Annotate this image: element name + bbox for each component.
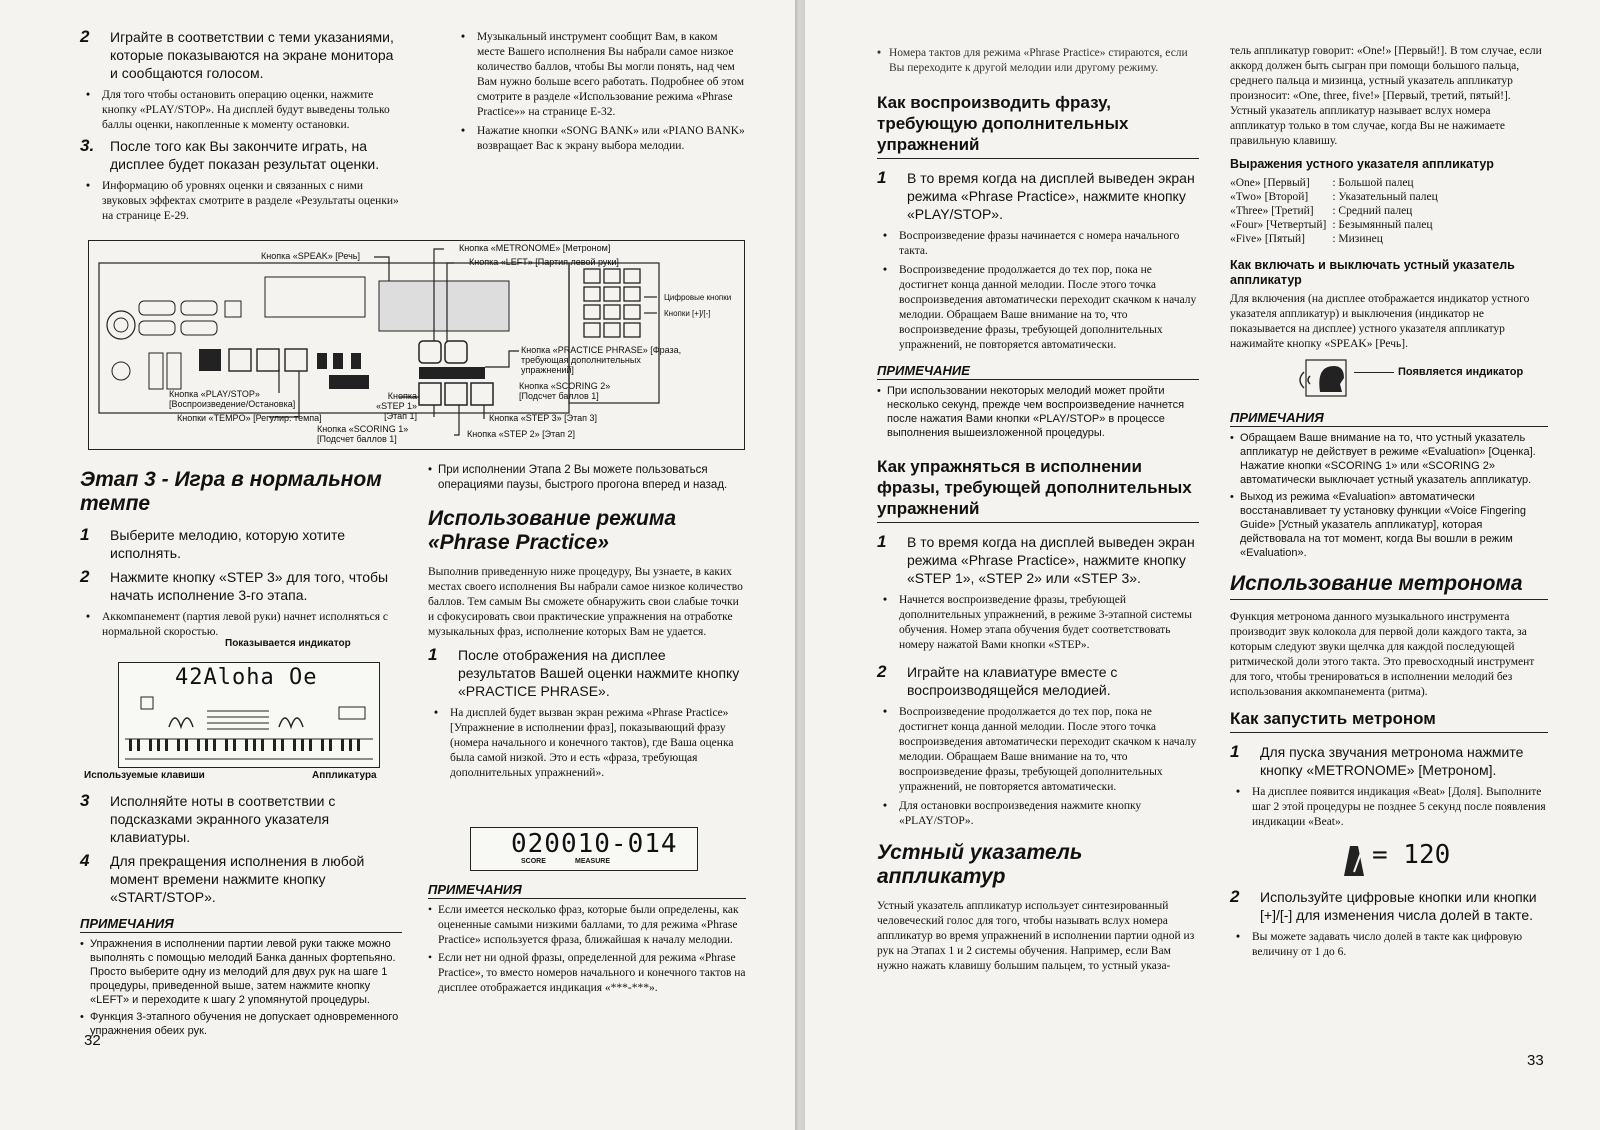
step-3-bullet: • Информацию об уровнях оценки и связанных с ними звуковых эффектах смотрите в разделе «Результаты оценки» на странице Е-29. (80, 179, 400, 224)
label-step-1-button: Кнопка «STEP 1» [Этап 1] (376, 391, 417, 421)
bullet-song-bank: • Нажатие кнопки «SONG BANK» или «PIANO BANK» возвращает Вас к экрану выбора мелодии. (455, 124, 745, 154)
indicator-pointer-line (1354, 372, 1394, 373)
phrase-step-1-bullet: • На дисплей будет вызван экран режима «Phrase Practice» [Упражнение в исполнении фраз], показывающий фразу (номера начального и конечного тактов), где Ваша оценка была самой низкой. Это и есть «фраза, требующая дополнительных упражнений». (428, 706, 746, 781)
voice-indicator-illustration (1230, 358, 1548, 400)
start-metronome-title: Как запустить метроном (1230, 708, 1548, 733)
metronome-display-illustration (1340, 840, 1548, 880)
left-col1-steps-3-4 (80, 792, 402, 1041)
practice-step-1-bullet: • Начнется воспроизведение фразы, требующей дополнительных упражнений, в режиме 3-этапной системы обучения. Номер этапа обучения будет соответствовать номеру нажатой Вами кнопки «STEP». (877, 593, 1199, 653)
practice-step-2: 2 Играйте на клавиатуре вместе с воспроизводящейся мелодией. (877, 662, 1118, 698)
step-2-bullet: • Для того чтобы остановить операцию оценки, нажмите кнопку «PLAY/STOP». На дисплей будут выведены только баллы оценки, накопленные к моменту остановки. (80, 88, 400, 133)
speaking-head-icon (1280, 358, 1350, 400)
stage3-notes-title: ПРИМЕЧАНИЯ (80, 916, 402, 933)
stage-3-title: Этап 3 - Игра в нормальном темпе (80, 468, 382, 515)
score-label: SCORE (521, 858, 546, 865)
table-row: «Five» [Пятый] : Мизинец (1230, 233, 1383, 245)
phrase-step-1: 1 После отображения на дисплее результатов Вашей оценки нажмите кнопку «PRACTICE PHRASE». (428, 645, 740, 699)
label-scoring-2-button: Кнопка «SCORING 2» [Подсчет баллов 1] (519, 381, 611, 401)
label-plus-minus-buttons: Кнопки [+]/[-] (664, 309, 711, 318)
keyboard-panel-diagram (88, 240, 745, 450)
label-tempo-buttons: Кнопки «TEMPO» [Регулир. темпа] (177, 413, 322, 423)
label-digit-buttons: Цифровые кнопки (664, 293, 732, 302)
voice-guide-text: Устный указатель аппликатур использует синтезированный человеческий голос для того, чтобы называть вслух номера аппликатур во время упражнений в исполнении партии одной из рук на Этапах 1 и 2 системы обучения. Например, если Вам нужно нажать клавишу большим пальцем, то устный указа- (877, 900, 1195, 972)
stage3-note-2: • Функция 3-этапного обучения не допускает одновременного упражнения обеих рук. (80, 1010, 402, 1038)
indicator-shown-caption: Показывается индикатор (225, 638, 351, 649)
page-number-right: 33 (1527, 1052, 1544, 1069)
right-col2 (1230, 44, 1548, 964)
stage3-step-2: 2 Нажмите кнопку «STEP 3» для того, чтобы начать исполнение 3-го этапа. (80, 567, 389, 603)
phrase-notes-title: ПРИМЕЧАНИЯ (428, 882, 746, 899)
stage3-note-1: • Упражнения в исполнении партии левой руки также можно выполнять с помощью мелодий Банка данных фортепьяно. Просто выберите одну из мелодий для двух рук на шаге 1 процедуры, приведенной выше, затем нажмите кнопку «LEFT» и переходите к шагу 2 упомянутой процедуры. (80, 937, 402, 1007)
phrase-note-2: • Если нет ни одной фразы, определенной для режима «Phrase Practice», то вместо номеров начального и конечного тактов на дисплее отображается индикация «***-***». (428, 951, 746, 996)
fingering-expressions-table (1230, 176, 1444, 246)
step-3: 3. После того как Вы закончите играть, на дисплее будет показан результат оценки. (80, 136, 380, 172)
left-col2-bottom (428, 462, 746, 785)
metronome-tempo-readout: = 120 (1372, 840, 1451, 870)
metronome-step-1-bullet: • На дисплее появится индикация «Beat» [Доля]. Выполните шаг 2 этой процедуры не позднее 5 секунд после появления индикации «Beat». (1230, 785, 1548, 830)
stage3-step-2-bullet: • Аккомпанемент (партия левой руки) начнет исполняться с нормальной скоростью. (80, 610, 402, 640)
stage3-step-3: 3 Исполняйте ноты в соответствии с подсказками экранного указателя клавиатуры. (80, 791, 336, 845)
voice-guide-title: Устный указатель аппликатур (877, 841, 1083, 888)
measure-numbers-note: • Номера тактов для режима «Phrase Practice» стираются, если Вы переходите к другой мелодии или другому режиму. (877, 46, 1199, 76)
right-page (805, 0, 1600, 1130)
bullet-lowest-score: • Музыкальный инструмент сообщит Вам, в каком месте Вашего исполнения Вы набрали самое низкое количество баллов, чтобы Вы могли понять, над чем Вам нужно больше всего работать. Подробнее об этом смотрите в разделе «Использование режима «Phrase Practice»» на странице Е-32. (455, 30, 745, 120)
practice-step-1: 1 В то время когда на дисплей выведен экран режима «Phrase Practice», нажмите кнопку «STEP 1», «STEP 2» или «STEP 3». (877, 532, 1195, 586)
lcd-song-name: 42Aloha Oe (175, 665, 318, 690)
practice-step-2-bullet-1: • Воспроизведение продолжается до тех пор, пока не достигнет конца данной мелодии. После этого точка воспроизведения автоматически переходит скачком к началу мелодии. Обращаем Ваше внимание на то, что воспроизведение фразы, требующей дополнительных упражнений, не повторяется автоматически. (877, 705, 1199, 795)
label-play-stop-button: Кнопка «PLAY/STOP» [Воспроизведение/Остановка] (169, 389, 296, 409)
metronome-icon (1340, 842, 1368, 878)
page-number-left: 32 (84, 1032, 101, 1049)
left-col2-notes (428, 872, 746, 999)
onoff-text: Для включения (на дисплее отображается индикатор устного указателя аппликатур) и выключения (индикатор не показывается на дисплее) устного указателя аппликатур нажимайте кнопку «SPEAK» [Речь]. (1230, 293, 1530, 350)
right-col1 (877, 44, 1199, 980)
play-step-1: 1 В то время когда на дисплей выведен экран режима «Phrase Practice», нажмите кнопку «PLAY/STOP». (877, 168, 1195, 222)
stage-2-note: • При исполнении Этапа 2 Вы можете пользоваться операциями паузы, быстрого прогона вперед и назад. (428, 463, 746, 493)
metronome-step-1: 1 Для пуска звучания метронома нажмите кнопку «METRONOME» [Метроном]. (1230, 742, 1524, 778)
phrase-practice-title: Использование режима «Phrase Practice» (428, 507, 677, 554)
label-scoring-1-button: Кнопка «SCORING 1» [Подсчет баллов 1] (317, 424, 409, 444)
expressions-title: Выражения устного указателя аппликатур (1230, 157, 1494, 171)
score-display-illustration (470, 827, 698, 871)
table-row: «One» [Первый] : Большой палец (1230, 177, 1414, 189)
lcd-display-illustration (118, 662, 380, 768)
voice-guide-continued: тель аппликатур говорит: «One!» [Первый!]. В том случае, если аккорд должен быть сыгран при помощи большого пальца, среднего пальца и мизинца, устный указатель аппликатур произносит: «One, three, five!» [Первый, третий, пятый!]. Устный указатель аппликатур называет вслух номера аппликатур только в том случае, когда Вы не нажимаете правильную клавишу. (1230, 45, 1542, 147)
stage3-step-4: 4 Для прекращения исполнения в любой момент времени нажмите кнопку «START/STOP». (80, 851, 365, 905)
label-metronome-button: Кнопка «METRONOME» [Метроном] (459, 243, 611, 253)
play-note-title: ПРИМЕЧАНИЕ (877, 363, 1199, 380)
voice-note-1: • Обращаем Ваше внимание на то, что устный указатель аппликатур не действует в режиме «Evaluation» [Оценка]. Нажатие кнопки «SCORING 1» или «SCORING 2» автоматически выключает устный указатель аппликатур. (1230, 431, 1548, 487)
table-row: «Three» [Третий] : Средний палец (1230, 205, 1413, 217)
table-row: «Two» [Второй] : Указательный палец (1230, 191, 1438, 203)
label-speak-button: Кнопка «SPEAK» [Речь] (261, 251, 360, 261)
fingering-caption: Аппликатура (312, 770, 377, 781)
onoff-title: Как включать и выключать устный указатель аппликатур (1230, 258, 1515, 287)
left-page (0, 0, 795, 1130)
metronome-title: Использование метронома (1230, 572, 1548, 600)
metronome-step-2-bullet: • Вы можете задавать число долей в такте как цифровую величину от 1 до 6. (1230, 930, 1548, 960)
table-row: «Four» [Четвертый] : Безымянный палец (1230, 219, 1433, 231)
label-practice-phrase-button: Кнопка «PRACTICE PHRASE» [Фраза, требующая дополнительных упражнений] (521, 345, 682, 375)
metronome-text: Функция метронома данного музыкального инструмента производит звук колокола для первой доли каждого такта, за которым следуют звуки щелчка для каждой последующей ритмической доли этого такта. Это превосходный инструмент для того, чтобы тренироваться в исполнении мелодий без использования аккомпанемента (ритма). (1230, 611, 1535, 698)
voice-note-2: • Выход из режима «Evaluation» автоматически восстанавливает ту установку функции «Voice Fingering Guide» [Устный указатель аппликатур], которая действовала на тот момент, когда Вы вошли в режим «Evaluation». (1230, 490, 1548, 560)
play-step-1-bullet-2: • Воспроизведение продолжается до тех пор, пока не достигнет конца данной мелодии. После этого точка воспроизведения автоматически переходит скачком к началу мелодии. Обращаем Ваше внимание на то, что воспроизведение фразы, требующей дополнительных упражнений, не повторяется автоматически. (877, 263, 1199, 353)
phrase-practice-intro: Выполнив приведенную ниже процедуру, Вы узнаете, в каких местах своего исполнения Вы набрали самое низкое количество баллов. Тем самым Вы сможете обнаружить свои слабые точки и сфокусировать свои практические упражнения на отработке музыкальных фраз, исполнение которых Вам не удается. (428, 566, 743, 638)
keys-used-caption: Используемые клавиши (84, 770, 205, 781)
play-step-1-bullet-1: • Воспроизведение фразы начинается с номера начального такта. (877, 229, 1199, 259)
stage3-step-1: 1 Выберите мелодию, которую хотите исполнять. (80, 525, 346, 561)
label-step-2-button: Кнопка «STEP 2» [Этап 2] (467, 429, 575, 439)
indicator-appears-caption: Появляется индикатор (1398, 366, 1524, 378)
label-step-3-button: Кнопка «STEP 3» [Этап 3] (489, 413, 597, 423)
voice-notes-title: ПРИМЕЧАНИЯ (1230, 410, 1548, 427)
left-col1-top (80, 28, 400, 228)
book-gutter (795, 0, 805, 1130)
measure-label: MEASURE (575, 858, 611, 865)
score-measure-readout: 020010-014 (511, 829, 678, 859)
label-left-button: Кнопка «LEFT» [Партия левой руки] (469, 257, 619, 267)
practice-step-2-bullet-2: • Для остановки воспроизведения нажмите кнопку «PLAY/STOP». (877, 799, 1199, 829)
left-col1-bottom (80, 462, 402, 644)
left-col2-top (455, 28, 745, 158)
play-phrase-title: Как воспроизводить фразу, требующую дополнительных упражнений (877, 92, 1199, 159)
play-note: • При использовании некоторых мелодий может пройти несколько секунд, прежде чем воспроизведение начнется после нажатия Вами кнопки «PLAY/STOP» в процессе выполнения вышеизложенной процедуры. (877, 384, 1199, 440)
step-2: 2 Играйте в соответствии с теми указаниями, которые показываются на экране монитора и сообщаются голосом. (80, 27, 394, 81)
practice-phrase-title: Как упражняться в исполнении фразы, требующей дополнительных упражнений (877, 456, 1199, 523)
metronome-step-2: 2 Используйте цифровые кнопки или кнопки [+]/[-] для изменения числа долей в такте. (1230, 887, 1537, 923)
phrase-note-1: • Если имеется несколько фраз, которые были определены, как оцененные самыми низкими баллами, то для режима «Phrase Practice» используется фраза, ближайшая к началу мелодии. (428, 903, 746, 948)
